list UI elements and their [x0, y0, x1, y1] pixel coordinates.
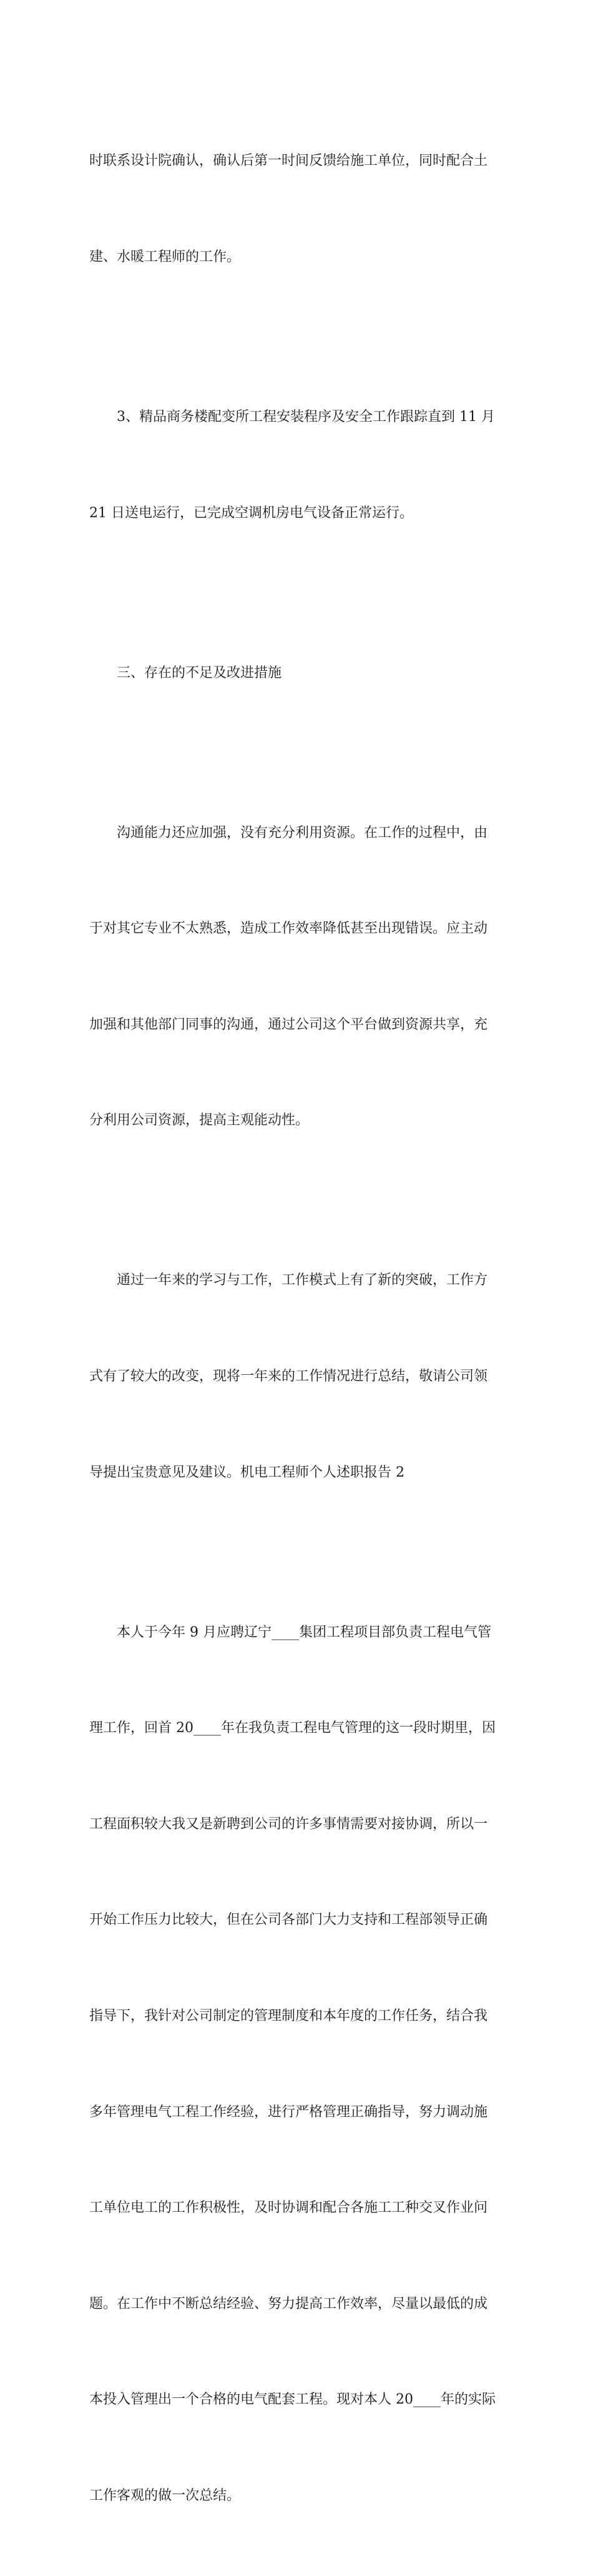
- section-heading-shortcomings: [89, 593, 504, 753]
- text-line: 加强和其他部门同事的沟通，通过公司这个平台做到资源共享，充: [89, 1016, 488, 1033]
- text-line: 工单位电工的工作积极性，及时协调和配合各施工工种交叉作业问: [89, 2200, 488, 2216]
- text-line: 建、水暖工程师的工作。: [89, 249, 241, 265]
- text-line: 指导下，我针对公司制定的管理制度和本年度的工作任务，结合我: [89, 2008, 488, 2024]
- text-line: 分利用公司资源，提高主观能动性。: [89, 1112, 310, 1129]
- text-line: 工程面积较大我又是新聘到公司的许多事情需要对接协调，所以一: [89, 1816, 488, 1832]
- text-line: 题。在工作中不断总结经验、努力提高工作效率，尽量以最低的成: [89, 2296, 488, 2312]
- text-line: 三、存在的不足及改进措施: [89, 665, 282, 681]
- text-line: 多年管理电气工程工作经验，进行严格管理正确指导，努力调动施: [89, 2104, 488, 2120]
- text-line: 3、精品商务楼配变所工程安装程序及安全工作跟踪直到 11 月: [89, 409, 495, 425]
- text-line: 本投入管理出一个合格的电气配套工程。现对本人 20____年的实际: [89, 2392, 496, 2408]
- text-line: 本人于今年 9 月应聘辽宁____集团工程项目部负责工程电气管: [89, 1624, 491, 1640]
- text-line: 开始工作压力比较大，但在公司各部门大力支持和工程部领导正确: [89, 1912, 488, 1928]
- text-line: 于对其它专业不太熟悉，造成工作效率降低甚至出现错误。应主动: [89, 921, 488, 937]
- text-line: 沟通能力还应加强，没有充分利用资源。在工作的过程中，由: [89, 825, 488, 841]
- paragraph-summary: [89, 1201, 504, 1552]
- paragraph-coordination: [89, 81, 504, 337]
- text-line: 时联系设计院确认，确认后第一时间反馈给施工单位，同时配合土: [89, 153, 488, 169]
- document-body: [89, 81, 504, 2576]
- text-line: 工作客观的做一次总结。: [89, 2487, 241, 2504]
- text-line: 式有了较大的改变，现将一年来的工作情况进行总结，敬请公司领: [89, 1368, 488, 1384]
- paragraph-item-3: [89, 337, 504, 593]
- paragraph-communication: [89, 753, 504, 1201]
- text-line: 理工作，回首 20____年在我负责工程电气管理的这一段时期里，因: [89, 1720, 496, 1736]
- text-line: 导提出宝贵意见及建议。机电工程师个人述职报告 2: [89, 1464, 404, 1480]
- text-line: 21 日送电运行，已完成空调机房电气设备正常运行。: [89, 505, 413, 521]
- text-line: 通过一年来的学习与工作，工作模式上有了新的突破，工作方: [89, 1272, 488, 1289]
- paragraph-report-2: [89, 1552, 504, 2575]
